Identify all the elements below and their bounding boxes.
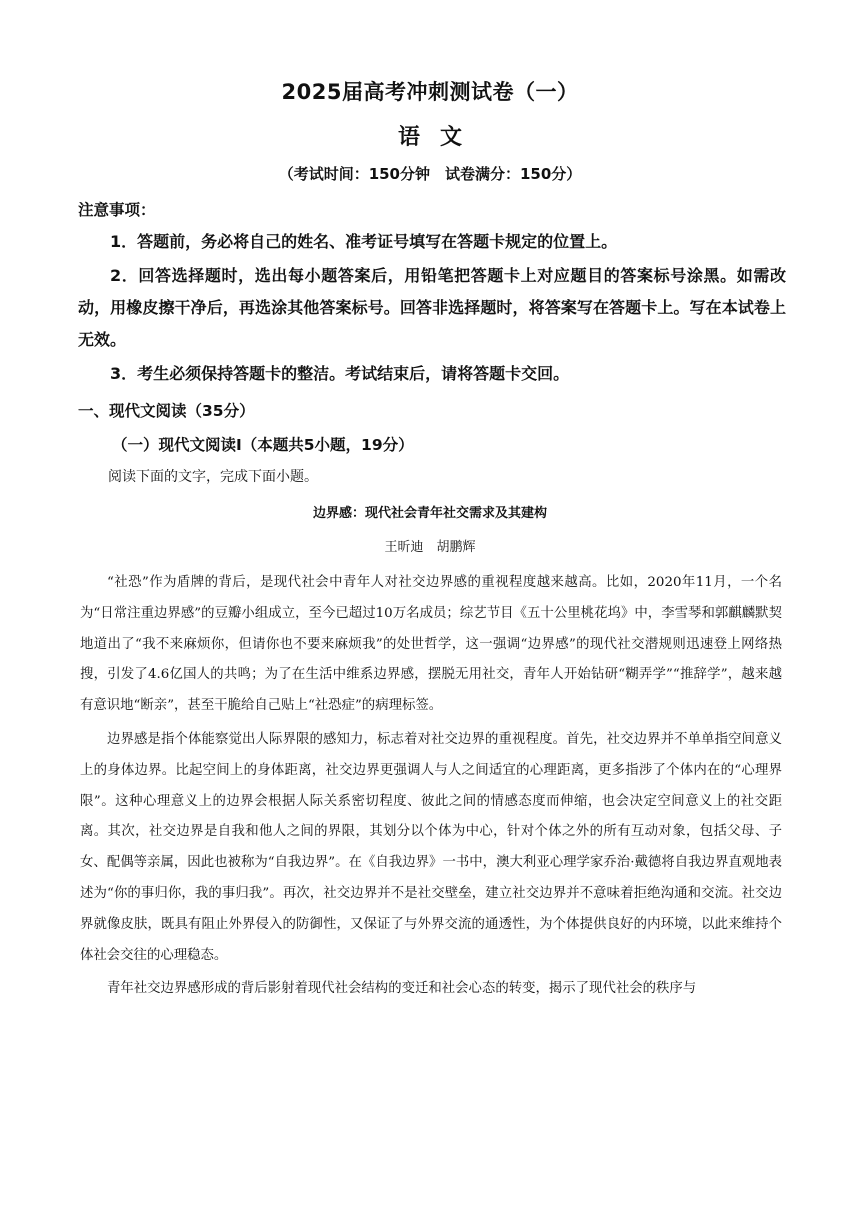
section-heading: 一、现代文阅读（35分） [78,402,255,420]
note-item: 3．考生必须保持答题卡的整洁。考试结束后，请将答题卡交回。 [110,364,570,383]
article-paragraph: “社恐”作为盾牌的背后，是现代社会中青年人对社交边界感的重视程度越来越高。比如，2020年11月，一个名为“日常注重边界感”的豆瓣小组成立，至今已超过10万名成员；综艺节目《五十公里桃花坞》中，李雪琴和郭麒麟默契地道出了“我不来麻烦你，但请你也不要来麻烦我”的处世哲学，这一强调“边界感”的现代社交潜规则迅速登上网络热搜，引发了4.6亿国人的共鸣；为了在生活中维系边界感，摆脱无用社交，青年人开始钻研“糊弄学”“推辞学”，越来越有意识地“断亲”，甚至干脆给自己贴上“社恐症”的病理标签。 [80,575,782,714]
subsection-heading: （一）现代文阅读Ⅰ（本题共5小题，19分） [112,436,414,454]
notes-list [78,226,786,390]
exam-title: 2025届高考冲刺测试卷（一） [281,80,579,104]
article-paragraph: 边界感是指个体能察觉出人际界限的感知力，标志着对社交边界的重视程度。首先，社交边界并不单单指空间意义上的身体边界。比起空间上的身体距离，社交边界更强调人与人之间适宜的心理距离，更多指涉了个体内在的“心理界限”。这种心理意义上的边界会根据人际关系密切程度、彼此之间的情感态度而伸缩，也会决定空间意义上的社交距离。其次，社交边界是自我和他人之间的界限，其划分以个体为中心，针对个体之外的所有互动对象，包括父母、子女、配偶等亲属，因此也被称为“自我边界”。在《自我边界》一书中，澳大利亚心理学家乔治·戴德将自我边界直观地表述为“你的事归你，我的事归我”。再次，社交边界并不是社交壁垒，建立社交边界并不意味着拒绝沟通和交流。社交边界就像皮肤，既具有阻止外界侵入的防御性，又保证了与外界交流的通透性，为个体提供良好的内环境，以此来维持个体社会交往的心理稳态。 [80,731,782,963]
article-paragraph: 青年社交边界感形成的背后影射着现代社会结构的变迁和社会心态的转变，揭示了现代社会的秩序与 [107,981,697,997]
reading-instruction: 阅读下面的文字，完成下面小题。 [108,469,318,485]
subject-title: 语文 [397,125,482,150]
exam-info: （考试时间：150分钟 试卷满分：150分） [278,165,582,183]
note-item: 1．答题前，务必将自己的姓名、准考证号填写在答题卡规定的位置上。 [110,232,618,251]
note-item: 2．回答选择题时，选出每小题答案后，用铅笔把答题卡上对应题目的答案标号涂黑。如需改动，用橡皮擦干净后，再选涂其他答案标号。回答非选择题时，将答案写在答题卡上。写在本试卷上无效。 [78,266,786,349]
article-title: 边界感：现代社会青年社交需求及其建构 [312,506,547,521]
notes-heading: 注意事项： [78,201,156,219]
article-body [80,568,782,1005]
article-authors: 王昕迪 胡鹏辉 [384,540,476,555]
